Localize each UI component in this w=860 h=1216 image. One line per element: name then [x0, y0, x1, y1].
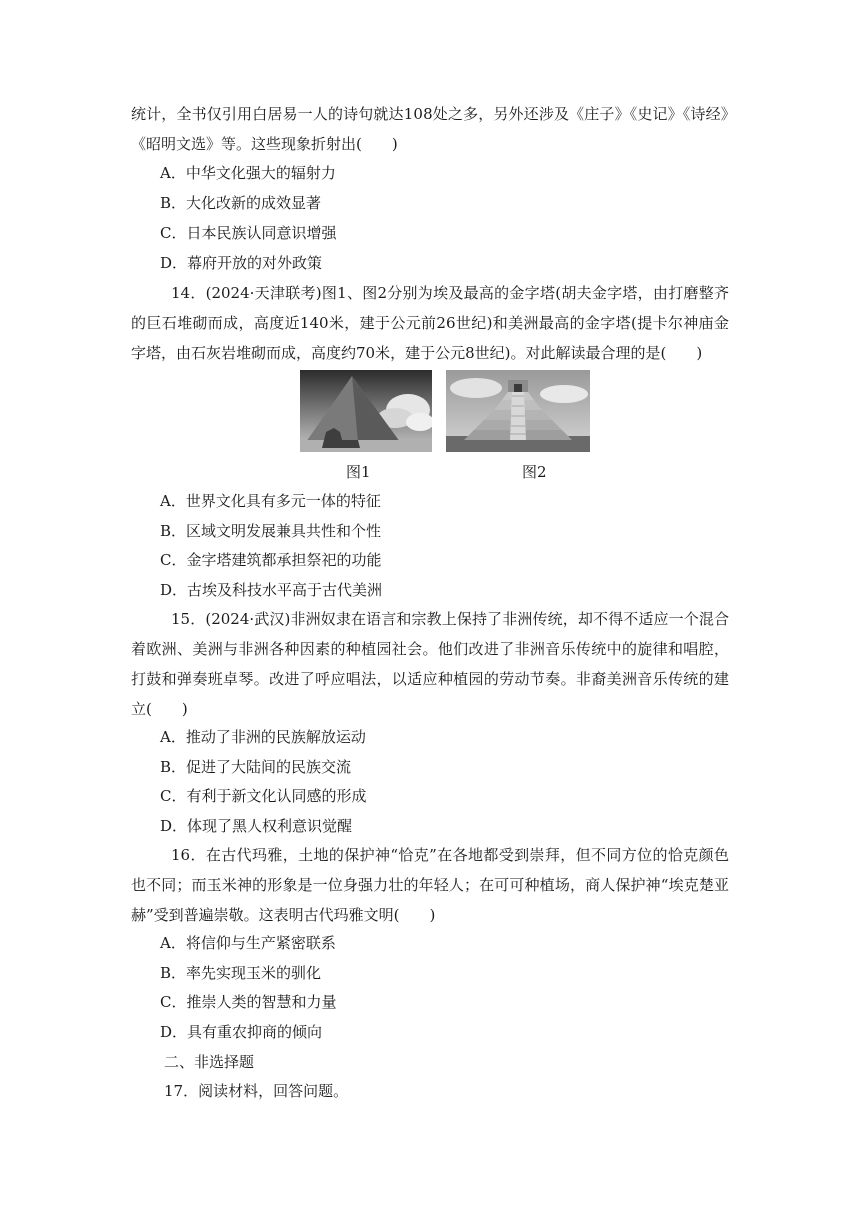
- q15-option-c: C．有利于新文化认同感的形成: [160, 787, 367, 805]
- figure-1-caption: 图1: [346, 463, 371, 481]
- q13-line-1: 统计，全书仅引用白居易一人的诗句就达108处之多，另外还涉及《庄子》《史记》《诗经》: [131, 105, 736, 123]
- q15-option-a: A．推动了非洲的民族解放运动: [160, 728, 366, 746]
- q16-option-b: B．率先实现玉米的驯化: [160, 964, 322, 982]
- figure-2-caption: 图2: [522, 463, 547, 481]
- q14-option-b: B．区域文明发展兼具共性和个性: [160, 522, 382, 540]
- q16-stem: 16．在古代玛雅，土地的保护神“恰克”在各地都受到崇拜，但不同方位的恰克颜色也不同；而玉米神的形象是一位身强力壮的年轻人；在可可种植场，商人保护神“埃克楚亚赫”受到普遍崇敬。这表明古代玛雅文明( ): [131, 846, 729, 924]
- figure-2-mayan-pyramid: [446, 370, 590, 452]
- q14-option-a: A．世界文化具有多元一体的特征: [160, 492, 381, 510]
- q14-option-c: C．金字塔建筑都承担祭祀的功能: [160, 551, 382, 569]
- q16-option-a: A．将信仰与生产紧密联系: [160, 934, 336, 952]
- q13-option-a: A．中华文化强大的辐射力: [160, 164, 336, 182]
- q13-option-b: B．大化改新的成效显著: [160, 194, 322, 212]
- figure-1-egyptian-pyramid: [300, 370, 432, 452]
- q13-option-d: D．幕府开放的对外政策: [160, 254, 323, 272]
- q14-option-d: D．古埃及科技水平高于古代美洲: [160, 581, 383, 599]
- q13-option-c: C．日本民族认同意识增强: [160, 224, 337, 242]
- q15-option-d: D．体现了黑人权利意识觉醒: [160, 817, 353, 835]
- q13-line-2: 《昭明文选》等。这些现象折射出( ): [131, 135, 398, 153]
- q15-stem: 15．(2024·武汉)非洲奴隶在语言和宗教上保持了非洲传统，却不得不适应一个混合着欧洲、美洲与非洲各种因素的种植园社会。他们改进了非洲音乐传统中的旋律和唱腔，打鼓和弹奏班卓琴。改进了呼应唱法，以适应种植园的劳动节奏。非裔美洲音乐传统的建立( ): [131, 610, 729, 718]
- q16-option-c: C．推崇人类的智慧和力量: [160, 993, 337, 1011]
- q15-option-b: B．促进了大陆间的民族交流: [160, 758, 352, 776]
- section-heading: 二、非选择题: [164, 1053, 255, 1071]
- q14-stem: 14．(2024·天津联考)图1、图2分别为埃及最高的金字塔(胡夫金字塔，由打磨整齐的巨石堆砌而成，高度近140米，建于公元前26世纪)和美洲最高的金字塔(提卡尔神庙金字塔，由石灰岩堆砌而成，高度约70米，建于公元8世纪)。对此解读最合理的是( ): [131, 284, 729, 362]
- q16-option-d: D．具有重农抑商的倾向: [160, 1023, 323, 1041]
- q17-stem: 17．阅读材料，回答问题。: [164, 1082, 349, 1100]
